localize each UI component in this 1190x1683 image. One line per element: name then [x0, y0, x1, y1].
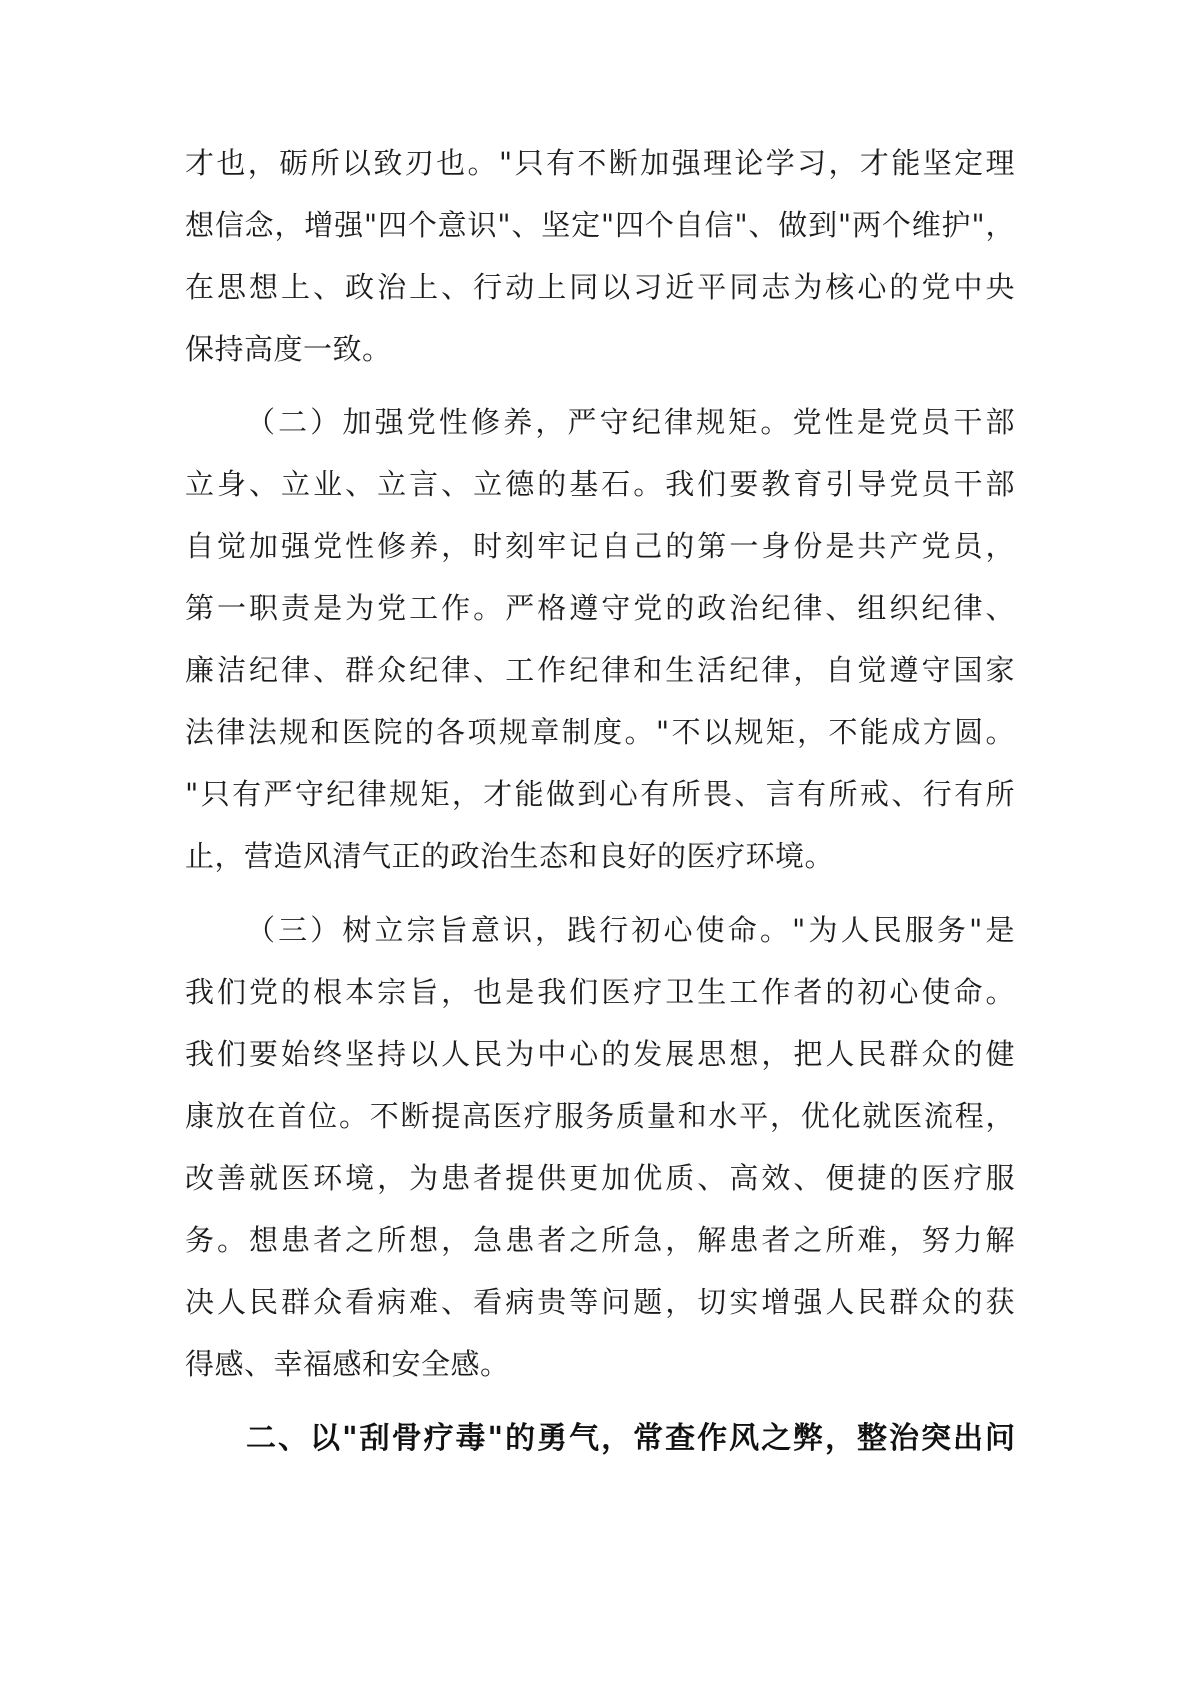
paragraph-3-line-4: 康放在首位。不断提高医疗服务质量和水平，优化就医流程， — [185, 1099, 1015, 1133]
paragraph-2-line-7: "只有严守纪律规矩，才能做到心有所畏、言有所戒、行有所 — [185, 777, 1015, 811]
paragraph-2-line-3: 自觉加强党性修养，时刻牢记自己的第一身份是共产党员， — [185, 529, 1015, 563]
paragraph-3-line-8: 得感、幸福感和安全感。 — [185, 1347, 510, 1381]
paragraph-2-line-2: 立身、立业、立言、立德的基石。我们要教育引导党员干部 — [185, 467, 1015, 501]
section-heading: 二、以"刮骨疗毒"的勇气，常查作风之弊，整治突出问 — [246, 1421, 1015, 1456]
paragraph-3-line-7: 决人民群众看病难、看病贵等问题，切实增强人民群众的获 — [185, 1285, 1015, 1319]
paragraph-3-line-1: （三）树立宗旨意识，践行初心使命。"为人民服务"是 — [246, 913, 1015, 947]
paragraph-3-line-6: 务。想患者之所想，急患者之所急，解患者之所难，努力解 — [185, 1223, 1015, 1257]
paragraph-2-line-4: 第一职责是为党工作。严格遵守党的政治纪律、组织纪律、 — [185, 591, 1015, 625]
paragraph-3-line-3: 我们要始终坚持以人民为中心的发展思想，把人民群众的健 — [185, 1037, 1015, 1071]
paragraph-1-line-1: 才也，砺所以致刃也。"只有不断加强理论学习，才能坚定理 — [185, 146, 1015, 180]
paragraph-2-line-5: 廉洁纪律、群众纪律、工作纪律和生活纪律，自觉遵守国家 — [185, 653, 1015, 687]
paragraph-2-line-8: 止，营造风清气正的政治生态和良好的医疗环境。 — [185, 839, 835, 873]
paragraph-2-line-1: （二）加强党性修养，严守纪律规矩。党性是党员干部 — [246, 405, 1015, 439]
paragraph-3-line-5: 改善就医环境，为患者提供更加优质、高效、便捷的医疗服 — [185, 1161, 1015, 1195]
paragraph-1-line-2: 想信念，增强"四个意识"、坚定"四个自信"、做到"两个维护"， — [185, 208, 1015, 242]
paragraph-1-line-4: 保持高度一致。 — [185, 332, 392, 366]
paragraph-2-line-6: 法律法规和医院的各项规章制度。"不以规矩，不能成方圆。 — [185, 715, 1015, 749]
paragraph-3-line-2: 我们党的根本宗旨，也是我们医疗卫生工作者的初心使命。 — [185, 975, 1015, 1009]
paragraph-1-line-3: 在思想上、政治上、行动上同以习近平同志为核心的党中央 — [185, 270, 1015, 304]
